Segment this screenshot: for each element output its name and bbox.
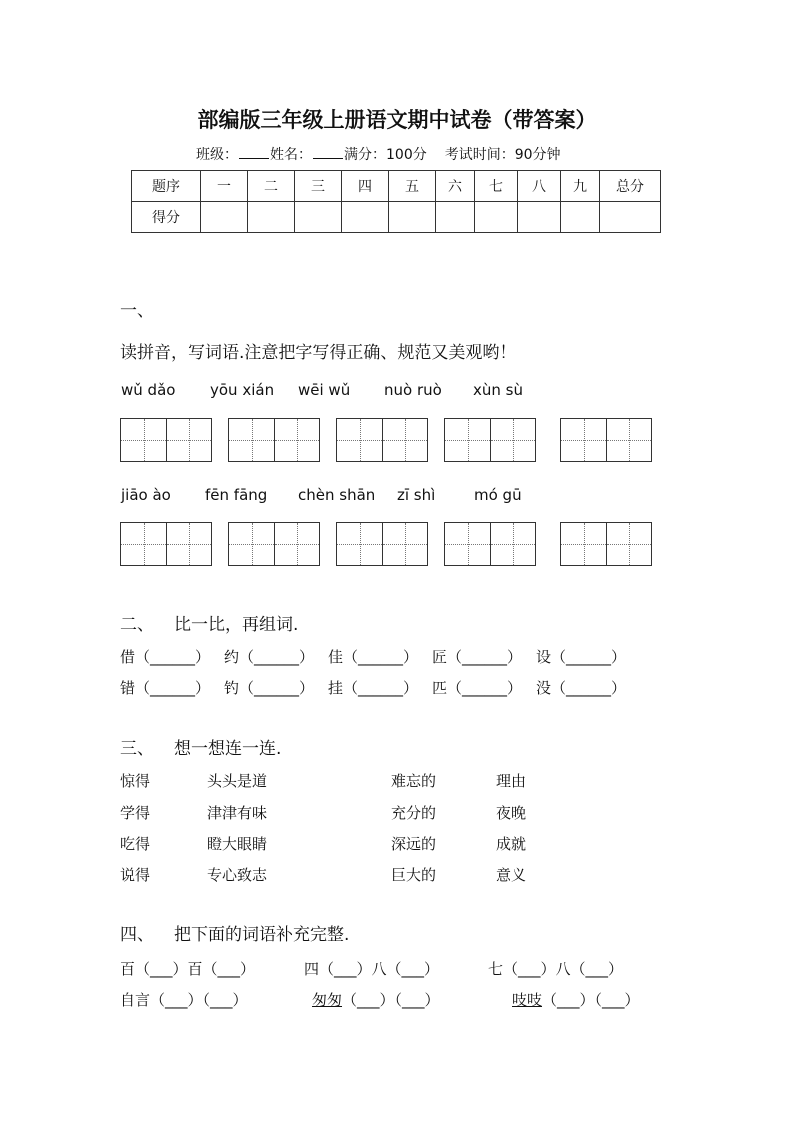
idiom-prefix: 匆匆 xyxy=(312,991,343,1009)
name-label: 姓名： xyxy=(270,147,312,163)
score-table xyxy=(131,170,661,233)
idiom-blanks: （___）（___） xyxy=(342,991,440,1009)
word-item: 借（______） xyxy=(120,648,211,666)
match-item[interactable]: 说得 xyxy=(120,866,151,884)
idiom-prefix: 吱吱 xyxy=(512,991,543,1009)
score-cell[interactable] xyxy=(248,202,295,233)
section-4-number: 四、 xyxy=(120,925,154,945)
grid-cell[interactable] xyxy=(382,419,427,461)
grid-cell[interactable] xyxy=(606,419,651,461)
match-item[interactable]: 夜晚 xyxy=(496,804,527,822)
exam-info xyxy=(196,144,561,164)
pinyin-label: jiāo ào xyxy=(121,486,171,504)
writing-grid[interactable] xyxy=(336,418,428,462)
word-item: 匠（______） xyxy=(432,648,523,666)
match-item[interactable]: 充分的 xyxy=(391,804,437,822)
match-item[interactable]: 成就 xyxy=(496,835,527,853)
score-cell[interactable] xyxy=(201,202,248,233)
match-item[interactable]: 学得 xyxy=(120,804,151,822)
table-cell: 九 xyxy=(561,171,600,202)
grid-cell[interactable] xyxy=(166,523,211,565)
grid-cell[interactable] xyxy=(337,523,382,565)
match-item[interactable]: 巨大的 xyxy=(391,866,437,884)
grid-cell[interactable] xyxy=(274,523,319,565)
word-item: 匹（______） xyxy=(432,679,523,697)
score-cell[interactable] xyxy=(475,202,518,233)
full-score: 满分：100分 xyxy=(344,147,427,163)
table-cell: 四 xyxy=(342,171,389,202)
writing-grid[interactable] xyxy=(120,418,212,462)
grid-cell[interactable] xyxy=(606,523,651,565)
section-4-title: 把下面的词语补充完整. xyxy=(174,925,350,945)
match-item[interactable]: 难忘的 xyxy=(391,772,437,790)
match-item[interactable]: 津津有味 xyxy=(207,804,268,822)
grid-cell[interactable] xyxy=(382,523,427,565)
match-item[interactable]: 吃得 xyxy=(120,835,151,853)
idiom-item xyxy=(120,989,248,1010)
exam-time: 考试时间：90分钟 xyxy=(444,147,561,163)
match-item[interactable]: 专心致志 xyxy=(207,866,268,884)
grid-cell[interactable] xyxy=(337,419,382,461)
idiom-item xyxy=(512,989,640,1010)
section-3-title: 想一想连一连. xyxy=(174,739,282,759)
word-item: 设（______） xyxy=(536,648,627,666)
match-item[interactable]: 惊得 xyxy=(120,772,151,790)
grid-cell[interactable] xyxy=(166,419,211,461)
grid-cell[interactable] xyxy=(445,419,490,461)
score-cell[interactable] xyxy=(518,202,561,233)
table-cell: 五 xyxy=(389,171,436,202)
match-item[interactable]: 意义 xyxy=(496,866,527,884)
pinyin-label: chèn shān xyxy=(298,486,376,504)
section-2-number: 二、 xyxy=(120,615,154,635)
table-cell: 三 xyxy=(295,171,342,202)
writing-grid[interactable] xyxy=(228,522,320,566)
word-item: 佳（______） xyxy=(328,648,419,666)
grid-cell[interactable] xyxy=(121,419,166,461)
idiom-blanks: （___）（___） xyxy=(150,991,248,1009)
pinyin-label: xùn sù xyxy=(473,381,523,399)
writing-grid[interactable] xyxy=(444,522,536,566)
section-2-title: 比一比，再组词. xyxy=(174,615,299,635)
section-1-instruction: 读拼音，写词语.注意把字写得正确、规范又美观哟！ xyxy=(120,343,517,363)
writing-grid[interactable] xyxy=(560,522,652,566)
idiom-blanks: （___）（___） xyxy=(542,991,640,1009)
pinyin-label: wēi wǔ xyxy=(298,381,351,399)
word-item: 错（______） xyxy=(120,679,211,697)
pinyin-label: yōu xián xyxy=(210,381,275,399)
grid-cell[interactable] xyxy=(229,419,274,461)
score-cell[interactable] xyxy=(600,202,661,233)
table-cell: 题序 xyxy=(132,171,201,202)
score-cell[interactable] xyxy=(295,202,342,233)
pinyin-label: zī shì xyxy=(397,486,436,504)
grid-cell[interactable] xyxy=(561,419,606,461)
grid-cell[interactable] xyxy=(561,523,606,565)
table-cell: 七 xyxy=(475,171,518,202)
score-cell[interactable] xyxy=(389,202,436,233)
writing-grid[interactable] xyxy=(444,418,536,462)
idiom-prefix: 自言 xyxy=(120,991,151,1009)
grid-cell[interactable] xyxy=(274,419,319,461)
class-label: 班级： xyxy=(196,147,238,163)
pinyin-label: wǔ dǎo xyxy=(121,381,176,399)
idiom-item: 七（___）八（___） xyxy=(488,960,624,978)
section-3-number: 三、 xyxy=(120,739,154,759)
page-title: 部编版三年级上册语文期中试卷（带答案） xyxy=(197,107,597,132)
match-item[interactable]: 瞪大眼睛 xyxy=(207,835,268,853)
writing-grid[interactable] xyxy=(336,522,428,566)
table-cell: 二 xyxy=(248,171,295,202)
match-item[interactable]: 头头是道 xyxy=(207,772,268,790)
grid-cell[interactable] xyxy=(445,523,490,565)
idiom-item: 百（___）百（___） xyxy=(120,960,256,978)
grid-cell[interactable] xyxy=(490,419,535,461)
grid-cell[interactable] xyxy=(121,523,166,565)
idiom-item: 四（___）八（___） xyxy=(304,960,440,978)
word-item: 约（______） xyxy=(224,648,315,666)
table-cell: 总分 xyxy=(600,171,661,202)
score-cell[interactable] xyxy=(436,202,475,233)
section-1-number: 一、 xyxy=(120,301,154,321)
writing-grid[interactable] xyxy=(228,418,320,462)
grid-cell[interactable] xyxy=(229,523,274,565)
pinyin-label: nuò ruò xyxy=(384,381,442,399)
idiom-item xyxy=(312,989,440,1010)
word-item: 钓（______） xyxy=(224,679,315,697)
writing-grid[interactable] xyxy=(560,418,652,462)
pinyin-label: fēn fāng xyxy=(205,486,268,504)
table-cell: 得分 xyxy=(132,202,201,233)
table-cell: 六 xyxy=(436,171,475,202)
table-cell: 一 xyxy=(201,171,248,202)
score-table-header-row xyxy=(132,171,661,202)
score-cell[interactable] xyxy=(342,202,389,233)
word-item: 挂（______） xyxy=(328,679,419,697)
grid-cell[interactable] xyxy=(490,523,535,565)
word-item: 没（______） xyxy=(536,679,627,697)
class-blank[interactable] xyxy=(239,146,269,159)
table-cell: 八 xyxy=(518,171,561,202)
writing-grid[interactable] xyxy=(120,522,212,566)
match-item[interactable]: 深远的 xyxy=(391,835,437,853)
pinyin-label: mó gū xyxy=(474,486,522,504)
score-table-score-row xyxy=(132,202,661,233)
score-cell[interactable] xyxy=(561,202,600,233)
match-item[interactable]: 理由 xyxy=(496,772,527,790)
name-blank[interactable] xyxy=(313,146,343,159)
